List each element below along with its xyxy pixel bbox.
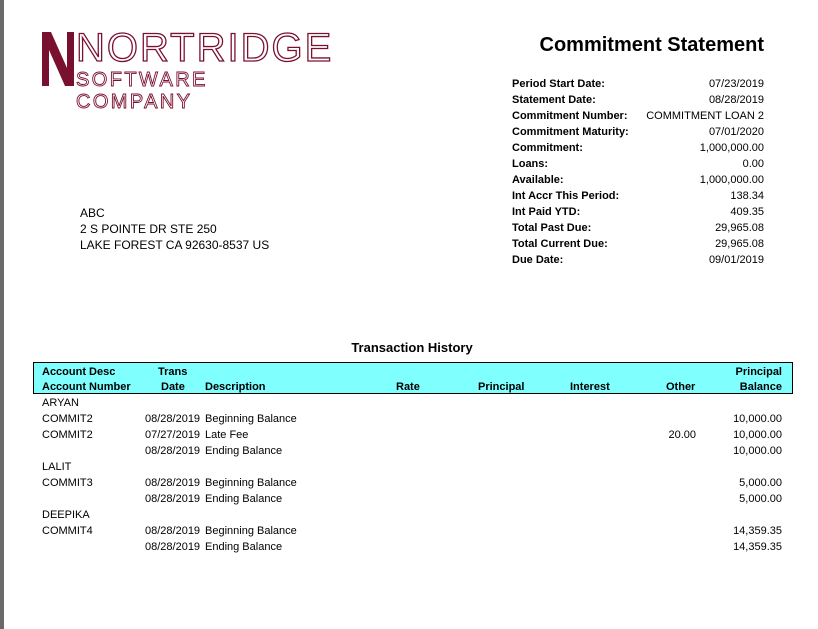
summary-label: Commitment Maturity:	[512, 126, 629, 138]
cell-account: LALIT	[42, 461, 72, 473]
col-account-number: Account Number	[42, 381, 131, 393]
col-account-desc: Account Desc	[42, 366, 116, 378]
address-city: LAKE FOREST CA 92630-8537 US	[80, 238, 270, 252]
history-title: Transaction History	[351, 340, 473, 355]
summary-value: 409.35	[730, 206, 764, 218]
cell-balance: 10,000.00	[733, 413, 782, 425]
summary-row	[512, 108, 764, 124]
statement-summary	[512, 76, 764, 268]
summary-row	[512, 220, 764, 236]
summary-value: 138.34	[730, 190, 764, 202]
cell-balance: 14,359.35	[733, 525, 782, 537]
cell-balance: 10,000.00	[733, 445, 782, 457]
summary-label: Period Start Date:	[512, 78, 605, 90]
table-row	[0, 427, 818, 443]
summary-value: 0.00	[742, 158, 764, 170]
cell-balance: 10,000.00	[733, 429, 782, 441]
summary-value: 1,000,000.00	[699, 142, 764, 154]
summary-label: Int Paid YTD:	[512, 206, 581, 218]
col-rate: Rate	[396, 381, 420, 393]
cell-account: COMMIT2	[42, 413, 93, 425]
summary-row	[512, 76, 764, 92]
summary-label: Int Accr This Period:	[512, 190, 620, 202]
logo-tagline: SOFTWARE COMPANY	[76, 69, 208, 113]
summary-value: 29,965.08	[715, 222, 764, 234]
cell-balance: 14,359.35	[733, 541, 782, 553]
cell-date: 08/28/2019	[145, 477, 201, 489]
col-interest: Interest	[570, 381, 610, 393]
col-other: Other	[666, 381, 696, 393]
table-header	[33, 362, 793, 394]
cell-other: 20.00	[668, 429, 696, 441]
table-row	[0, 475, 818, 491]
summary-label: Commitment Number:	[512, 110, 628, 122]
table-row	[0, 459, 818, 475]
cell-balance: 5,000.00	[739, 477, 782, 489]
table-row	[0, 523, 818, 539]
summary-label: Statement Date:	[512, 94, 596, 106]
cell-date: 07/27/2019	[145, 429, 201, 441]
table-row	[0, 539, 818, 555]
summary-row	[512, 92, 764, 108]
cell-date: 08/28/2019	[145, 445, 201, 457]
col-balance: Balance	[739, 381, 782, 393]
summary-value: 07/23/2019	[708, 78, 764, 90]
summary-row	[512, 188, 764, 204]
cell-description: Beginning Balance	[205, 525, 297, 537]
summary-row	[512, 124, 764, 140]
col-date: Date	[161, 381, 185, 393]
mailing-address	[80, 205, 269, 253]
cell-date: 08/28/2019	[145, 541, 201, 553]
address-name: ABC	[80, 206, 105, 220]
summary-label: Due Date:	[512, 254, 564, 266]
col-principal-top: Principal	[735, 366, 782, 378]
table-row	[0, 395, 818, 411]
summary-label: Available:	[512, 174, 564, 186]
col-description: Description	[205, 381, 266, 393]
table-row	[0, 507, 818, 523]
cell-account: COMMIT3	[42, 477, 93, 489]
summary-label: Total Current Due:	[512, 238, 608, 250]
table-row	[0, 443, 818, 459]
summary-row	[512, 252, 764, 268]
logo-wordmark: NORTRIDGE	[76, 26, 334, 70]
summary-value: 07/01/2020	[708, 126, 764, 138]
summary-value: 29,965.08	[715, 238, 764, 250]
cell-balance: 5,000.00	[739, 493, 782, 505]
summary-row	[512, 236, 764, 252]
document-title: Commitment Statement	[539, 34, 764, 56]
cell-date: 08/28/2019	[145, 525, 201, 537]
cell-account: COMMIT2	[42, 429, 93, 441]
cell-description: Beginning Balance	[205, 477, 297, 489]
cell-description: Late Fee	[205, 429, 249, 441]
col-trans: Trans	[158, 366, 188, 378]
summary-row	[512, 140, 764, 156]
address-street: 2 S POINTE DR STE 250	[80, 222, 217, 236]
col-principal: Principal	[478, 381, 525, 393]
cell-description: Beginning Balance	[205, 413, 297, 425]
cell-account: ARYAN	[42, 397, 79, 409]
summary-value: 09/01/2019	[708, 254, 764, 266]
summary-label: Commitment:	[512, 142, 583, 154]
table-row	[0, 411, 818, 427]
summary-row	[512, 172, 764, 188]
cell-description: Ending Balance	[205, 541, 283, 553]
cell-description: Ending Balance	[205, 445, 283, 457]
summary-value: 1,000,000.00	[699, 174, 764, 186]
cell-description: Ending Balance	[205, 493, 283, 505]
logo-n-mark-icon	[40, 28, 76, 90]
summary-label: Total Past Due:	[512, 222, 592, 234]
summary-value: 08/28/2019	[708, 94, 764, 106]
cell-date: 08/28/2019	[145, 413, 201, 425]
summary-row	[512, 156, 764, 172]
summary-value: COMMITMENT LOAN 2	[646, 110, 764, 122]
cell-account: DEEPIKA	[42, 509, 90, 521]
cell-date: 08/28/2019	[145, 493, 201, 505]
summary-label: Loans:	[512, 158, 549, 170]
cell-account: COMMIT4	[42, 525, 93, 537]
company-logo	[40, 26, 334, 113]
table-row	[0, 491, 818, 507]
summary-row	[512, 204, 764, 220]
